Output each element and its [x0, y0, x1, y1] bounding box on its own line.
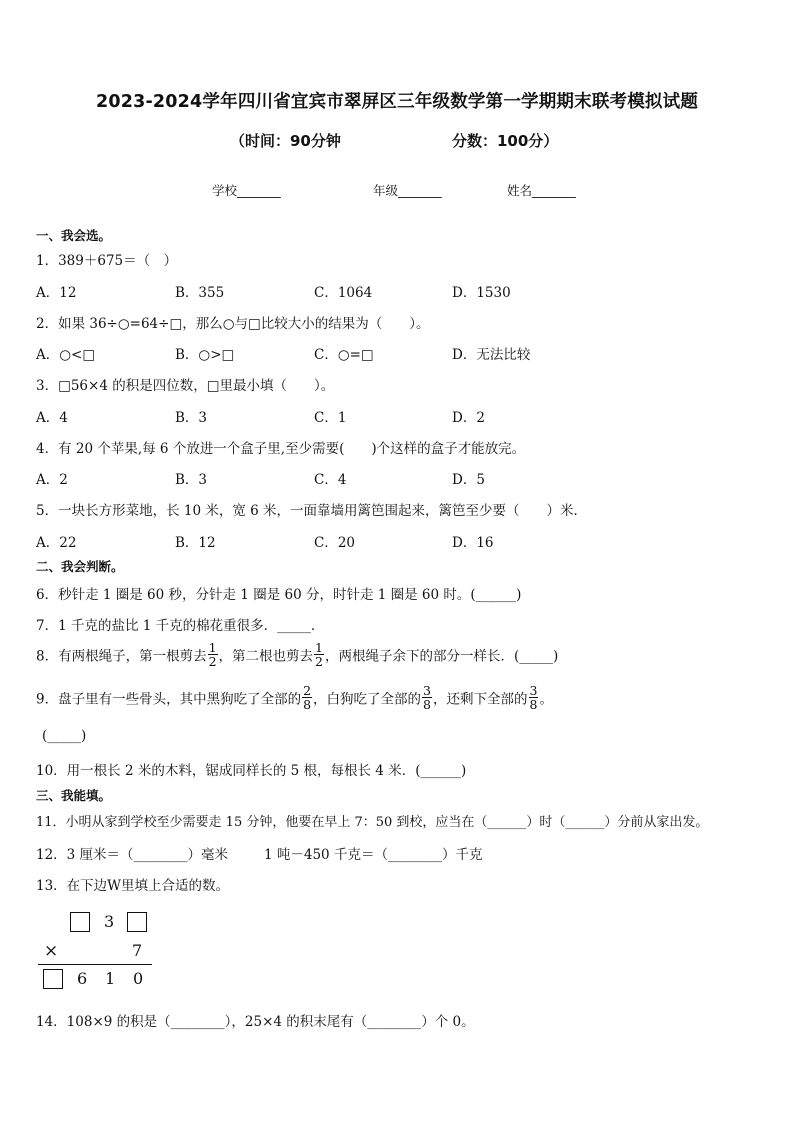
q9-fraction-1	[302, 684, 312, 711]
q3-option-d: D．2	[452, 410, 485, 426]
blank-box[interactable]	[127, 912, 147, 932]
question-12-part-1: 12．3 厘米＝（________）毫米	[36, 847, 229, 863]
q4-option-a: A．2	[36, 472, 68, 488]
question-5: 5．一块长方形菜地，长 10 米，宽 6 米，一面靠墙用篱笆围起来，篱笆至少要（ ）米．	[36, 503, 588, 519]
question-3: 3．□56×4 的积是四位数，□里最小填（ ）。	[36, 378, 335, 394]
q1-option-b: B．355	[175, 285, 225, 301]
q9-answer-blank: (_____)	[42, 728, 87, 744]
question-13: 13．在下边W里填上合适的数。	[36, 878, 230, 894]
q9-fraction-3	[529, 684, 539, 711]
fraction-denominator: 8	[423, 697, 431, 713]
q8-text-a: 8．有两根绳子，第一根剪去	[36, 648, 207, 665]
question-9	[36, 684, 553, 711]
q4-option-d: D．5	[452, 472, 485, 488]
q2-option-c: C．○=□	[314, 347, 374, 363]
result-digit-2: 1	[105, 969, 116, 988]
fraction-numerator: 1	[315, 640, 323, 655]
sum-line	[38, 964, 152, 965]
q1-option-d: D．1530	[452, 285, 511, 301]
result-digit-1: 6	[77, 969, 88, 988]
q9-text-a: 9．盘子里有一些骨头，其中黑狗吃了全部的	[36, 691, 302, 708]
section-2-title: 二、我会判断。	[36, 559, 124, 574]
q9-text-c: ，还剩下全部的	[433, 691, 528, 708]
q2-option-a: A．○<□	[36, 347, 96, 363]
fraction-numerator: 3	[423, 683, 431, 698]
fraction-numerator: 3	[529, 683, 538, 698]
fraction-denominator: 2	[315, 654, 323, 670]
exam-time: （时间：90分钟	[230, 132, 341, 150]
grade-field: 年级_______	[373, 183, 442, 198]
page-title: 2023-2024学年四川省宜宾市翠屏区三年级数学第一学期期末联考模拟试题	[95, 92, 699, 112]
q5-option-a: A．22	[36, 535, 77, 551]
q5-option-d: D．16	[452, 535, 494, 551]
q5-option-c: C．20	[314, 535, 356, 551]
question-12-part-2: 1 吨－450 千克＝（________）千克	[264, 847, 483, 863]
q4-option-c: C．4	[314, 472, 347, 488]
question-1: 1．389＋675＝（ ）	[36, 253, 178, 269]
fraction-numerator: 1	[208, 640, 217, 655]
question-11: 11．小明从家到学校至少需要走 15 分钟，他要在早上 7：50 到校，应当在（______）时（______）分前从家出发。	[36, 815, 709, 830]
section-3-title: 三、我能填。	[36, 788, 112, 803]
name-field: 姓名_______	[507, 183, 576, 198]
q2-option-b: B．○>□	[175, 347, 235, 363]
digit-top-middle: 3	[104, 912, 115, 931]
question-14: 14．108×9 的积是（________），25×4 的积末尾有（________）个 0。	[36, 1014, 475, 1030]
multiply-sign: ×	[44, 941, 59, 961]
question-7: 7．1 千克的盐比 1 千克的棉花重很多．_____．	[36, 618, 325, 634]
fraction-denominator: 8	[529, 697, 538, 713]
section-1-title: 一、我会选。	[36, 228, 112, 243]
q3-option-b: B．3	[175, 410, 208, 426]
question-8	[36, 641, 558, 668]
blank-box[interactable]	[43, 969, 63, 989]
q1-option-c: C．1064	[314, 285, 373, 301]
q3-option-a: A．4	[36, 410, 68, 426]
school-field: 学校_______	[212, 183, 281, 198]
q5-option-b: B．12	[175, 535, 216, 551]
blank-box[interactable]	[70, 912, 90, 932]
digit-multiplier: 7	[132, 941, 143, 960]
q1-option-a: A．12	[36, 285, 77, 301]
q9-text-d: 。	[539, 691, 553, 708]
question-6: 6．秒针走 1 圈是 60 秒，分针走 1 圈是 60 分，时针走 1 圈是 60 时。(______)	[36, 587, 522, 603]
question-10: 10．用一根长 2 米的木料，锯成同样长的 5 根，每根长 4 米．(______)	[36, 763, 467, 779]
q2-option-d: D．无法比较	[452, 347, 531, 363]
question-4: 4．有 20 个苹果,每 6 个放进一个盒子里,至少需要( )个这样的盒子才能放完。	[36, 441, 526, 457]
fraction-denominator: 2	[208, 654, 217, 670]
result-digit-3: 0	[133, 969, 144, 988]
fraction-numerator: 2	[303, 683, 312, 698]
q8-text-b: ，第二根也剪去	[218, 648, 314, 665]
q8-fraction-2	[314, 641, 324, 668]
question-2: 2．如果 36÷○=64÷□，那么○与□比较大小的结果为（ ）。	[36, 316, 430, 332]
q4-option-b: B．3	[175, 472, 208, 488]
fraction-denominator: 8	[303, 697, 312, 713]
exam-score: 分数：100分）	[452, 132, 559, 150]
q9-fraction-2	[422, 684, 432, 711]
q9-text-b: ，白狗吃了全部的	[313, 691, 422, 708]
q8-fraction-1	[208, 641, 218, 668]
q8-text-c: ，两根绳子余下的部分一样长．(_____)	[325, 648, 559, 665]
q3-option-c: C．1	[314, 410, 347, 426]
